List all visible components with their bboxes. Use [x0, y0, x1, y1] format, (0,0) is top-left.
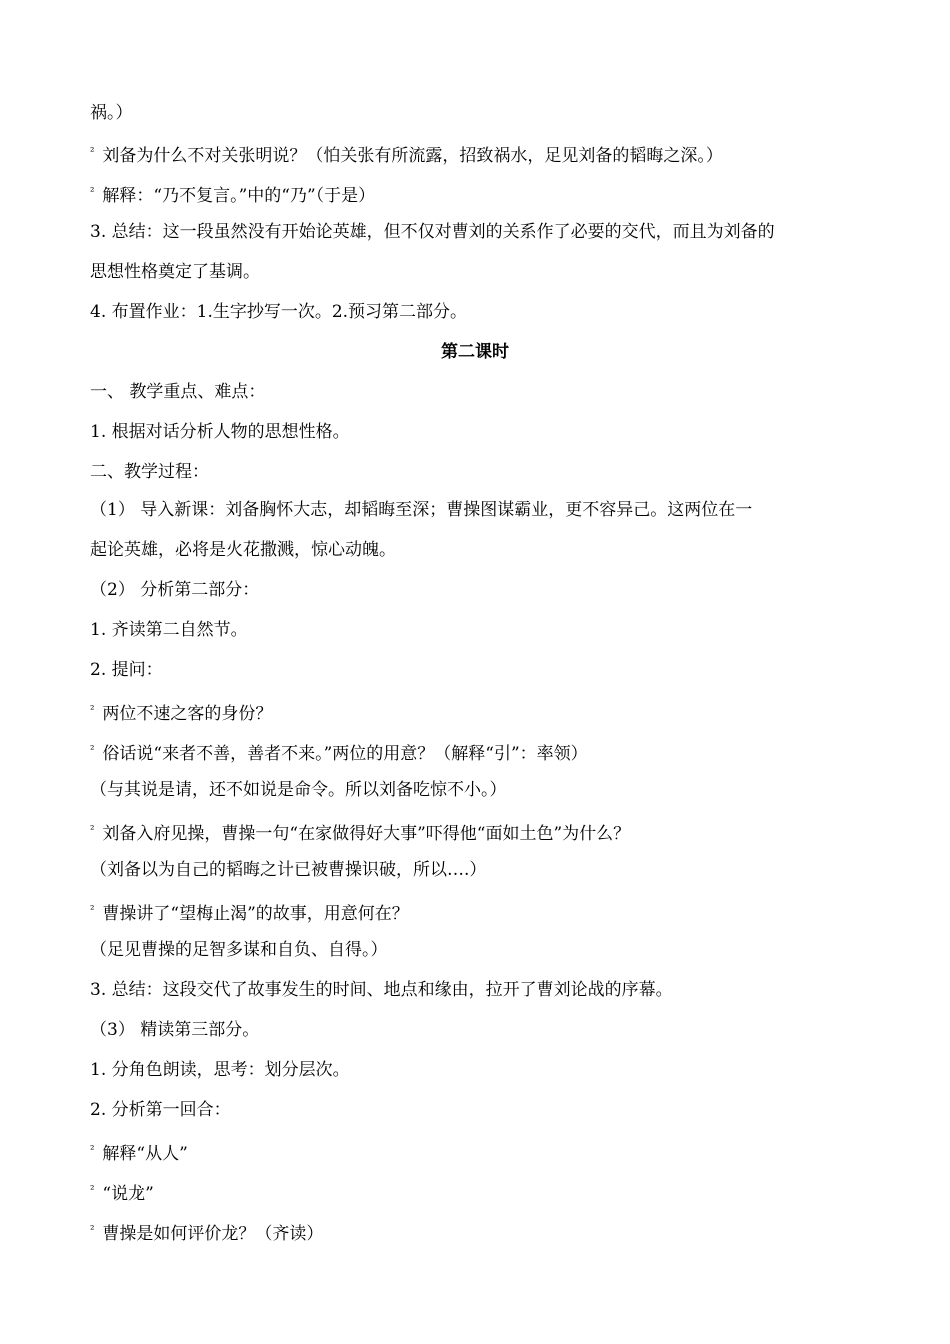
text-line — [90, 740, 588, 764]
line-text: 刘备入府见操，曹操一句“在家做得好大事”吓得他“面如土色”为什么？ — [102, 824, 631, 844]
line-text: （3） 精读第三部分。 — [90, 1020, 260, 1040]
bullet-marker: ² — [90, 1223, 95, 1236]
line-text: 第二课时 — [441, 342, 509, 362]
line-text: 2. 提问： — [90, 660, 163, 680]
text-line — [90, 462, 209, 482]
text-line — [90, 540, 396, 560]
line-text: 1. 齐读第二自然节。 — [90, 620, 248, 640]
bullet-marker: ² — [90, 823, 95, 836]
line-text: 2. 分析第一回合： — [90, 1100, 231, 1120]
text-line — [90, 700, 272, 724]
text-line — [90, 580, 259, 600]
text-line — [90, 940, 388, 960]
text-line — [90, 302, 467, 322]
bullet-marker: ² — [90, 903, 95, 916]
line-text: 1. 分角色朗读，思考：划分层次。 — [90, 1060, 350, 1080]
line-text: （刘备以为自己的韬晦之计已被曹操识破，所以….） — [90, 860, 487, 880]
line-text: 俗话说“来者不善，善者不来。”两位的用意？（解释“引”：率领） — [102, 744, 588, 764]
bullet-marker: ² — [90, 1143, 95, 1156]
text-line — [90, 1100, 231, 1120]
section-heading — [0, 342, 950, 362]
text-line — [90, 860, 486, 880]
text-line — [90, 1140, 188, 1164]
text-line — [90, 820, 630, 844]
text-line — [90, 222, 775, 242]
text-line — [90, 262, 260, 282]
text-line — [90, 1180, 154, 1204]
line-text: （足见曹操的足智多谋和自负、自得。） — [90, 940, 388, 960]
line-text: （2） 分析第二部分： — [90, 580, 260, 600]
text-line — [90, 422, 350, 442]
line-text: 两位不速之客的身份？ — [102, 704, 273, 724]
text-line — [90, 980, 673, 1000]
line-text: 解释“从人” — [102, 1144, 188, 1164]
line-text: 4. 布置作业：1.生字抄写一次。2.预习第二部分。 — [90, 302, 468, 322]
bullet-marker: ² — [90, 185, 95, 198]
line-text: 二、教学过程： — [90, 462, 209, 482]
bullet-marker: ² — [90, 145, 95, 158]
text-line — [90, 1220, 323, 1244]
text-line — [90, 900, 409, 924]
line-text: 解释：“乃不复言。”中的“乃”（于是） — [102, 186, 376, 206]
text-line — [90, 780, 507, 800]
text-line — [90, 382, 265, 402]
line-text: “说龙” — [102, 1184, 154, 1204]
line-text: 祸。） — [90, 103, 133, 123]
text-line — [90, 660, 163, 680]
text-line — [90, 142, 723, 166]
line-text: 3. 总结：这一段虽然没有开始论英雄，但不仅对曹刘的关系作了必要的交代，而且为刘备的 — [90, 222, 775, 242]
line-text: 刘备为什么不对关张明说？（怕关张有所流露，招致祸水，足见刘备的韬晦之深。） — [102, 146, 723, 166]
text-line — [90, 182, 375, 206]
bullet-marker: ² — [90, 703, 95, 716]
line-text: 3. 总结：这段交代了故事发生的时间、地点和缘由，拉开了曹刘论战的序幕。 — [90, 980, 673, 1000]
text-line — [90, 620, 248, 640]
line-text: 曹操是如何评价龙？（齐读） — [102, 1224, 324, 1244]
bullet-marker: ² — [90, 1183, 95, 1196]
line-text: 1. 根据对话分析人物的思想性格。 — [90, 422, 350, 442]
text-line — [90, 103, 133, 123]
line-text: （与其说是请，还不如说是命令。所以刘备吃惊不小。） — [90, 780, 507, 800]
text-line — [90, 1020, 259, 1040]
line-text: 曹操讲了“望梅止渴”的故事，用意何在？ — [102, 904, 409, 924]
bullet-marker: ² — [90, 743, 95, 756]
text-line — [90, 1060, 350, 1080]
line-text: 一、 教学重点、难点： — [90, 382, 266, 402]
line-text: （1） 导入新课：刘备胸怀大志，却韬晦至深；曹操图谋霸业，更不容异己。这两位在一 — [90, 500, 753, 520]
text-line — [90, 500, 752, 520]
line-text: 起论英雄，必将是火花撒溅，惊心动魄。 — [90, 540, 396, 560]
line-text: 思想性格奠定了基调。 — [90, 262, 260, 282]
